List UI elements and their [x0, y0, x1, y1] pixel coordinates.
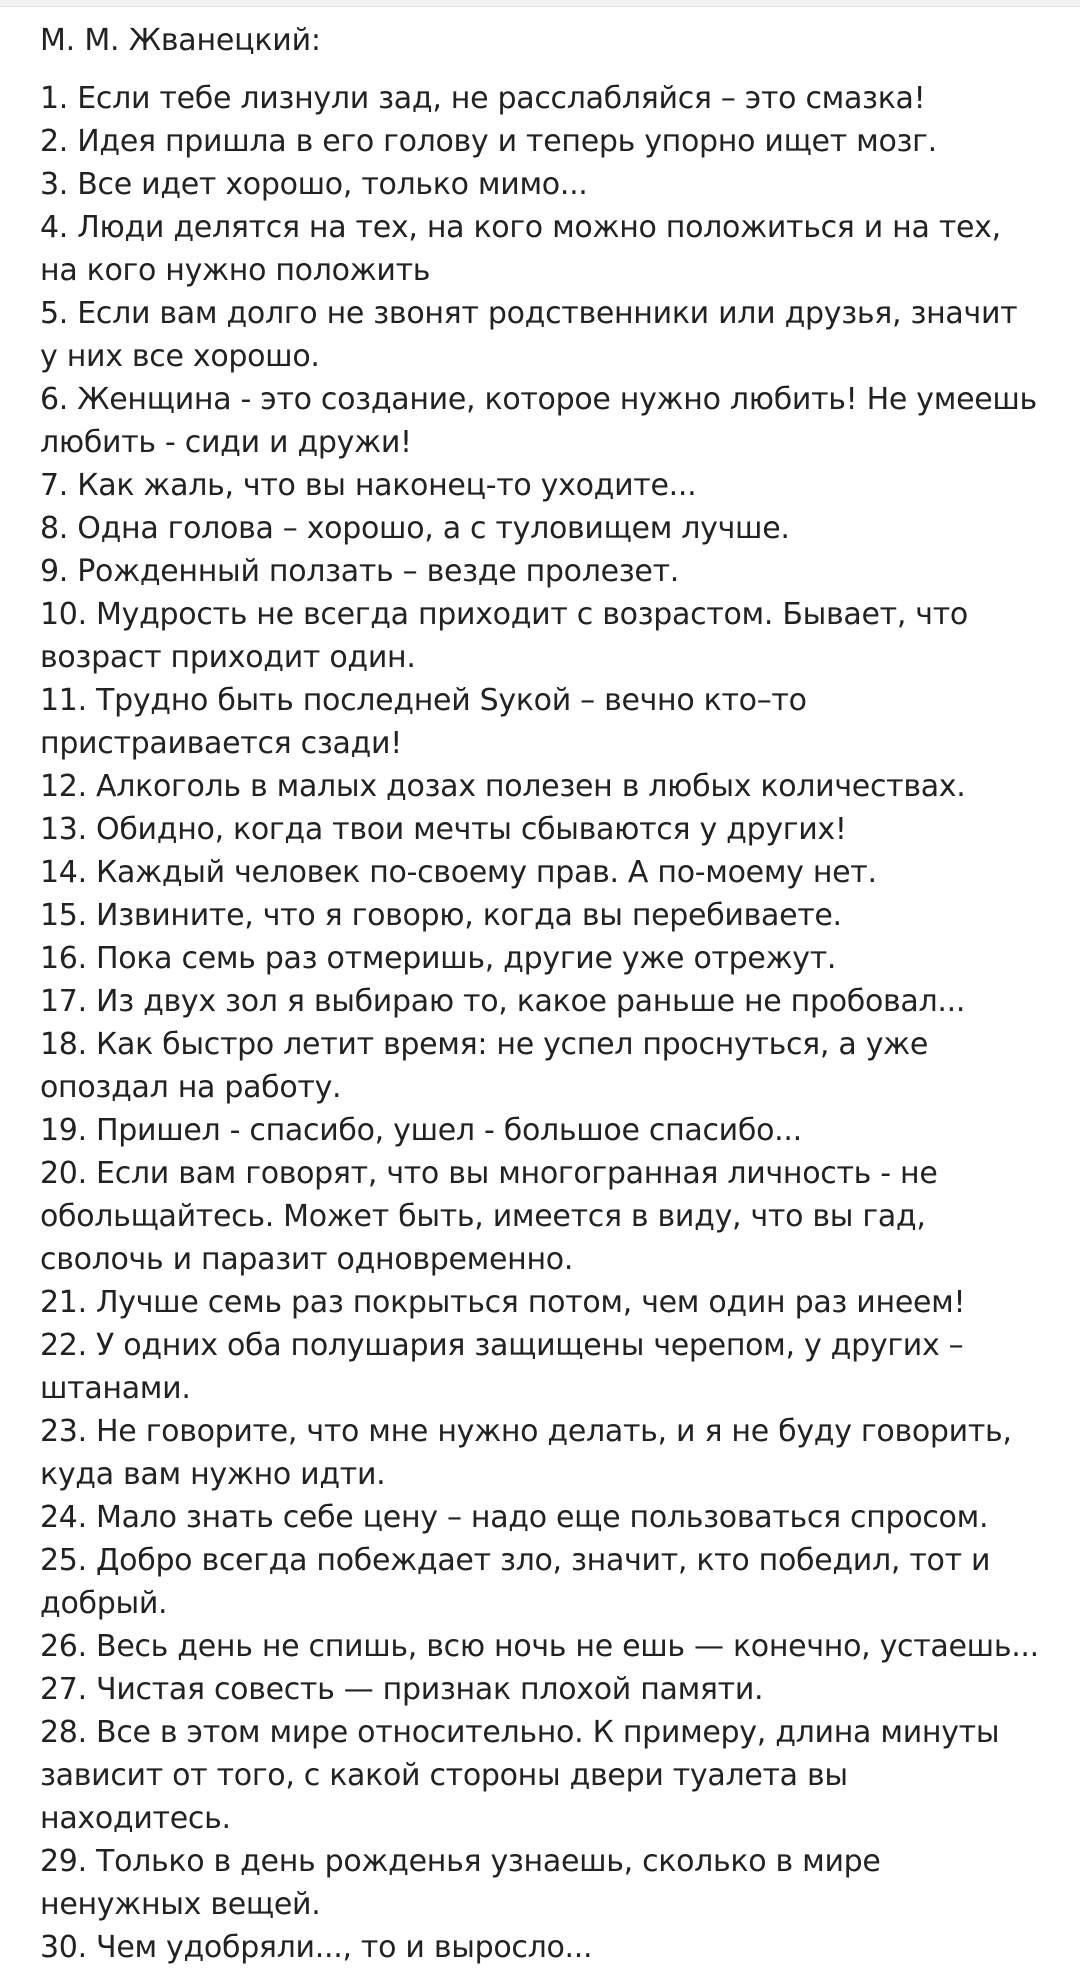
quote-item: 7. Как жаль, что вы наконец-то уходите... [40, 468, 697, 503]
quote-item: 26. Весь день не спишь, всю ночь не ешь — конечно, устаешь... [40, 1629, 1039, 1664]
quote-item: 13. Обидно, когда твои мечты сбываются у других! [40, 812, 847, 847]
quote-item: 29. Только в день рожденья узнаешь, сколько в мире ненужных вещей. [40, 1844, 881, 1922]
quote-item: 22. У одних оба полушария защищены черепом, у других – штанами. [40, 1328, 964, 1406]
quote-item: 14. Каждый человек по-своему прав. А по-моему нет. [40, 855, 877, 890]
quote-item: 18. Как быстро летит время: не успел проснуться, а уже опоздал на работу. [40, 1027, 929, 1105]
quote-item: 15. Извините, что я говорю, когда вы перебиваете. [40, 898, 842, 933]
quote-item: 16. Пока семь раз отмеришь, другие уже отрежут. [40, 941, 837, 976]
quote-item: 3. Все идет хорошо, только мимо... [40, 167, 588, 202]
quote-item: 27. Чистая совесть — признак плохой памяти. [40, 1672, 764, 1707]
quote-item: 20. Если вам говорят, что вы многогранная личность - не обольщайтесь. Может быть, имеется в виду, что вы гад, сволочь и паразит одновременно. [40, 1156, 938, 1277]
quote-item: 5. Если вам долго не звонят родственники или друзья, значит у них все хорошо. [40, 296, 1018, 374]
quote-item: 2. Идея пришла в его голову и теперь упорно ищет мозг. [40, 124, 937, 159]
quote-list [40, 77, 1040, 1969]
author-line: М. М. Жванецкий: [40, 23, 321, 58]
quote-item: 1. Если тебе лизнули зад, не расслабляйся – это смазка! [40, 81, 926, 116]
quote-item: 10. Мудрость не всегда приходит с возрастом. Бывает, что возраст приходит один. [40, 597, 968, 675]
quote-item: 6. Женщина - это создание, которое нужно любить! Не умеешь любить - сиди и дружи! [40, 382, 1037, 460]
quote-item: 19. Пришел - спасибо, ушел - большое спасибо... [40, 1113, 802, 1148]
quote-item: 21. Лучше семь раз покрыться потом, чем один раз инеем! [40, 1285, 966, 1320]
quote-item: 28. Все в этом мире относительно. К примеру, длина минуты зависит от того, с какой стороны двери туалета вы находитесь. [40, 1715, 1000, 1836]
quote-item: 4. Люди делятся на тех, на кого можно положиться и на тех, на кого нужно положить [40, 210, 1001, 288]
quote-item: 9. Рожденный ползать – везде пролезет. [40, 554, 679, 589]
quote-item: 12. Алкоголь в малых дозах полезен в любых количествах. [40, 769, 966, 804]
quote-item: 30. Чем удобряли..., то и выросло... [40, 1930, 593, 1965]
quote-item: 24. Мало знать себе цену – надо еще пользоваться спросом. [40, 1500, 989, 1535]
quote-item: 17. Из двух зол я выбираю то, какое раньше не пробовал... [40, 984, 966, 1019]
quote-item: 8. Одна голова – хорошо, а с туловищем лучше. [40, 511, 790, 546]
post-text-block [0, 7, 1080, 1969]
quote-item: 25. Добро всегда побеждает зло, значит, кто победил, тот и добрый. [40, 1543, 991, 1621]
quote-item: 23. Не говорите, что мне нужно делать, и я не буду говорить, куда вам нужно идти. [40, 1414, 1012, 1492]
quote-item: 11. Трудно быть последней Sукой – вечно кто–то пристраивается сзади! [40, 683, 807, 761]
top-edge-strip [0, 0, 1080, 7]
